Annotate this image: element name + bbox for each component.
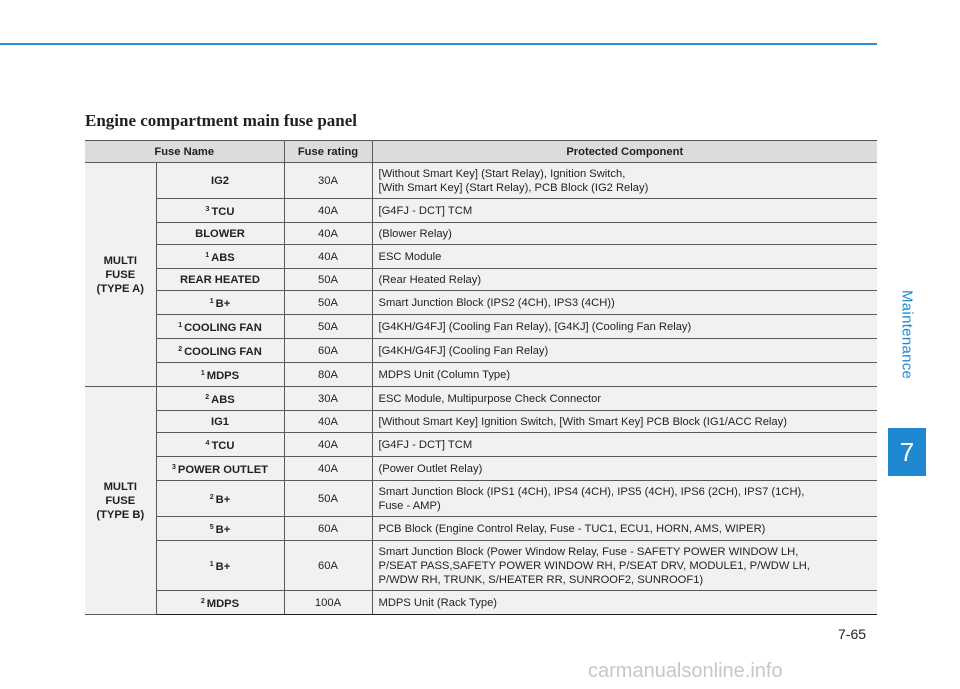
table-row xyxy=(85,223,877,245)
header-fuse-rating: Fuse rating xyxy=(284,141,372,163)
footnote-marker: 5 xyxy=(209,524,214,531)
fuse-rating: 50A xyxy=(284,481,372,517)
fuse-name-cell xyxy=(156,315,284,339)
protected-component-line: (Blower Relay) xyxy=(378,228,452,240)
table-row xyxy=(85,433,877,457)
table-header-row xyxy=(85,141,877,163)
fuse-rating: 40A xyxy=(284,411,372,433)
protected-component xyxy=(372,223,877,245)
fuse-name-cell xyxy=(156,269,284,291)
table-row xyxy=(85,481,877,517)
fuse-name-cell xyxy=(156,457,284,481)
fuse-rating: 50A xyxy=(284,291,372,315)
fuse-name: BLOWER xyxy=(195,228,245,240)
table-row xyxy=(85,591,877,615)
fuse-rating: 30A xyxy=(284,387,372,411)
fuse-name: IG2 xyxy=(210,175,230,187)
page-title: Engine compartment main fuse panel xyxy=(85,111,357,130)
fuse-name-cell xyxy=(156,411,284,433)
protected-component-line: MDPS Unit (Column Type) xyxy=(378,369,511,381)
chapter-number: 7 xyxy=(899,436,915,467)
protected-component xyxy=(372,591,877,615)
fuse-name-cell xyxy=(156,245,284,269)
fuse-rating: 40A xyxy=(284,223,372,245)
protected-component-line: [G4FJ - DCT] TCM xyxy=(378,205,473,217)
table-row xyxy=(85,291,877,315)
footnote-marker: 4 xyxy=(205,440,210,447)
protected-component-line: Fuse - AMP) xyxy=(378,500,441,512)
table-row xyxy=(85,387,877,411)
fuse-group-label-line: FUSE xyxy=(105,495,136,507)
protected-component xyxy=(372,457,877,481)
fuse-rating: 40A xyxy=(284,245,372,269)
table-row xyxy=(85,457,877,481)
footnote-marker: 1 xyxy=(205,252,210,259)
fuse-name: MDPS xyxy=(206,370,240,382)
fuse-group-label-line: MULTI xyxy=(103,255,137,267)
fuse-group-label-line: (TYPE A) xyxy=(96,283,144,295)
table-row xyxy=(85,199,877,223)
protected-component-line: (Rear Heated Relay) xyxy=(378,274,482,286)
fuse-table-body xyxy=(85,163,877,615)
fuse-name-cell xyxy=(156,387,284,411)
fuse-rating: 40A xyxy=(284,199,372,223)
protected-component xyxy=(372,481,877,517)
section-tab xyxy=(888,255,926,415)
table-row xyxy=(85,339,877,363)
footnote-marker: 3 xyxy=(171,464,176,471)
fuse-name: B+ xyxy=(215,524,231,536)
protected-component-line: [With Smart Key] (Start Relay), PCB Block (IG2 Relay) xyxy=(378,182,649,194)
fuse-name-cell xyxy=(156,199,284,223)
protected-component xyxy=(372,291,877,315)
protected-component-line: [Without Smart Key] Ignition Switch, [With Smart Key] PCB Block (IG1/ACC Relay) xyxy=(378,416,787,428)
fuse-name: MDPS xyxy=(206,598,240,610)
table-row xyxy=(85,163,877,199)
footnote-marker: 1 xyxy=(178,322,183,329)
protected-component-line: (Power Outlet Relay) xyxy=(378,463,483,475)
table-row xyxy=(85,315,877,339)
fuse-rating: 60A xyxy=(284,517,372,541)
protected-component xyxy=(372,433,877,457)
fuse-rating: 30A xyxy=(284,163,372,199)
fuse-name: IG1 xyxy=(210,416,230,428)
fuse-rating: 80A xyxy=(284,363,372,387)
protected-component xyxy=(372,269,877,291)
fuse-group-label xyxy=(85,163,156,387)
fuse-name-cell xyxy=(156,363,284,387)
footnote-marker: 2 xyxy=(209,494,214,501)
fuse-rating: 50A xyxy=(284,315,372,339)
header-protected-component: Protected Component xyxy=(372,141,877,163)
top-rule xyxy=(0,43,877,45)
fuse-name-cell xyxy=(156,163,284,199)
table-row xyxy=(85,517,877,541)
fuse-rating: 100A xyxy=(284,591,372,615)
fuse-name: TCU xyxy=(211,206,235,218)
protected-component-line: Smart Junction Block (Power Window Relay, Fuse - SAFETY POWER WINDOW LH, xyxy=(378,546,799,558)
fuse-group-label-line: MULTI xyxy=(103,481,137,493)
fuse-name: ABS xyxy=(211,394,235,406)
fuse-rating: 50A xyxy=(284,269,372,291)
footnote-marker: 2 xyxy=(178,346,183,353)
fuse-name-cell xyxy=(156,591,284,615)
protected-component-line: [G4KH/G4FJ] (Cooling Fan Relay) xyxy=(378,345,549,357)
protected-component-line: P/WDW RH, TRUNK, S/HEATER RR, SUNROOF2, SUNROOF1) xyxy=(378,574,704,586)
protected-component xyxy=(372,315,877,339)
footnote-marker: 2 xyxy=(200,598,205,605)
protected-component-line: PCB Block (Engine Control Relay, Fuse - TUC1, ECU1, HORN, AMS, WIPER) xyxy=(378,523,766,535)
protected-component-line: MDPS Unit (Rack Type) xyxy=(378,597,498,609)
protected-component-line: ESC Module xyxy=(378,251,442,263)
header-fuse-name: Fuse Name xyxy=(85,141,284,163)
fuse-name-cell xyxy=(156,517,284,541)
fuse-rating: 60A xyxy=(284,339,372,363)
fuse-name-cell xyxy=(156,433,284,457)
footnote-marker: 1 xyxy=(200,370,205,377)
chapter-number-box xyxy=(888,428,926,476)
fuse-name-cell xyxy=(156,541,284,591)
protected-component xyxy=(372,411,877,433)
fuse-name: TCU xyxy=(211,440,235,452)
fuse-rating: 60A xyxy=(284,541,372,591)
table-row xyxy=(85,541,877,591)
fuse-name-cell xyxy=(156,291,284,315)
fuse-name: POWER OUTLET xyxy=(177,464,269,476)
table-row xyxy=(85,269,877,291)
protected-component xyxy=(372,245,877,269)
protected-component xyxy=(372,363,877,387)
fuse-group-label-line: (TYPE B) xyxy=(96,509,145,521)
table-row xyxy=(85,363,877,387)
fuse-name: COOLING FAN xyxy=(184,322,262,334)
fuse-name: B+ xyxy=(215,298,231,310)
fuse-name: B+ xyxy=(215,561,231,573)
watermark: carmanualsonline.info xyxy=(588,660,783,682)
protected-component xyxy=(372,339,877,363)
table-row xyxy=(85,245,877,269)
protected-component-line: Smart Junction Block (IPS1 (4CH), IPS4 (4CH), IPS5 (4CH), IPS6 (2CH), IPS7 (1CH), xyxy=(378,486,805,498)
fuse-group-label-line: FUSE xyxy=(105,269,136,281)
fuse-rating: 40A xyxy=(284,433,372,457)
fuse-name: REAR HEATED xyxy=(180,274,260,286)
protected-component-line: [G4FJ - DCT] TCM xyxy=(378,439,473,451)
protected-component-line: Smart Junction Block (IPS2 (4CH), IPS3 (4CH)) xyxy=(378,297,615,309)
protected-component xyxy=(372,541,877,591)
section-tab-label: Maintenance xyxy=(898,290,916,380)
fuse-group-label xyxy=(85,387,156,615)
page-number: 7-65 xyxy=(838,626,867,642)
fuse-name: ABS xyxy=(211,252,235,264)
protected-component xyxy=(372,387,877,411)
table-row xyxy=(85,411,877,433)
footnote-marker: 3 xyxy=(205,206,210,213)
footnote-marker: 2 xyxy=(205,394,210,401)
fuse-name-cell xyxy=(156,223,284,245)
protected-component-line: ESC Module, Multipurpose Check Connector xyxy=(378,393,602,405)
protected-component-line: [G4KH/G4FJ] (Cooling Fan Relay), [G4KJ] (Cooling Fan Relay) xyxy=(378,321,692,333)
footnote-marker: 1 xyxy=(209,298,214,305)
footnote-marker: 1 xyxy=(209,561,214,568)
fuse-name-cell xyxy=(156,481,284,517)
protected-component xyxy=(372,163,877,199)
fuse-name: COOLING FAN xyxy=(184,346,262,358)
fuse-rating: 40A xyxy=(284,457,372,481)
protected-component xyxy=(372,199,877,223)
protected-component-line: P/SEAT PASS,SAFETY POWER WINDOW RH, P/SEAT DRV, MODULE1, P/WDW LH, xyxy=(378,560,810,572)
fuse-table xyxy=(85,140,877,615)
protected-component xyxy=(372,517,877,541)
fuse-name: B+ xyxy=(215,494,231,506)
fuse-name-cell xyxy=(156,339,284,363)
protected-component-line: [Without Smart Key] (Start Relay), Ignition Switch, xyxy=(378,168,626,180)
